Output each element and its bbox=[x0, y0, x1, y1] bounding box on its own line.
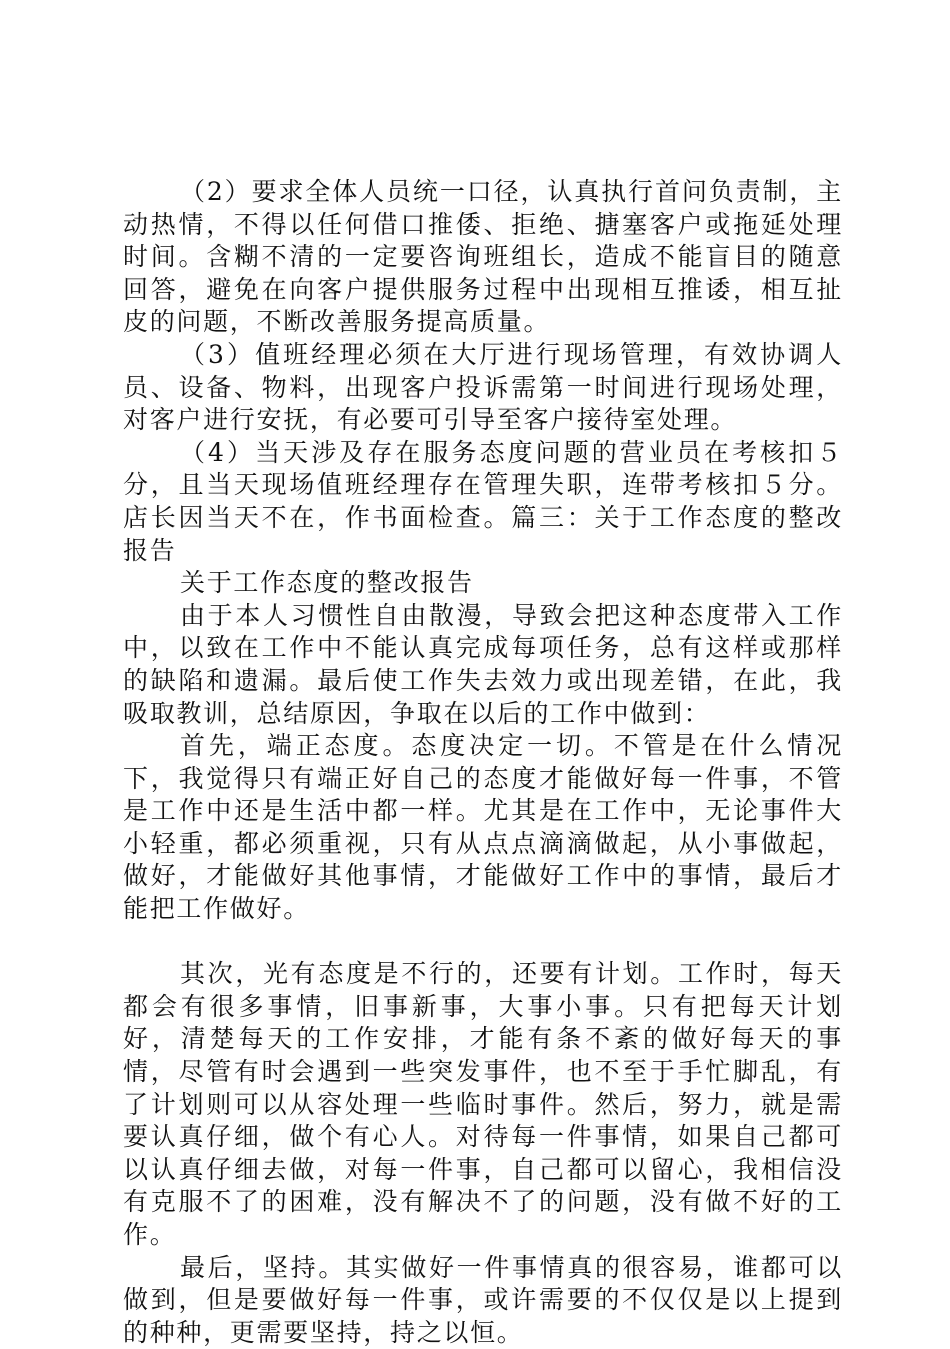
paragraph-item-2: （2）要求全体人员统一口径，认真执行首问负责制，主动热情，不得以任何借口推倭、拒绝、搪塞客户或拖延处理时间。含糊不清的一定要咨询班组长，造成不能盲目的随意回答，避免在向客户提供服务过程中出现相互推诿，相互扯皮的问题，不断改善服务提高质量。 bbox=[123, 177, 843, 337]
paragraph-intro: 由于本人习惯性自由散漫，导致会把这种态度带入工作中，以致在工作中不能认真完成每项任务，总有这样或那样的缺陷和遗漏。最后使工作失去效力或出现差错，在此，我吸取教训，总结原因，争取在以后的工作中做到： bbox=[123, 600, 843, 728]
document-body bbox=[123, 176, 843, 1349]
blank-line bbox=[123, 926, 843, 959]
paragraph-item-3: （3）值班经理必须在大厅进行现场管理，有效协调人员、设备、物料，出现客户投诉需第一时间进行现场处理，对客户进行安抚，有必要可引导至客户接待室处理。 bbox=[123, 339, 843, 435]
paragraph-second: 其次，光有态度是不行的，还要有计划。工作时，每天都会有很多事情，旧事新事，大事小事。只有把每天计划好，清楚每天的工作安排，才能有条不紊的做好每天的事情，尽管有时会遇到一些突发事件，也不至于手忙脚乱，有了计划则可以从容处理一些临时事件。然后，努力，就是需要认真仔细，做个有心人。对待每一件事情，如果自己都可以认真仔细去做，对每一件事，自己都可以留心，我相信没有克服不了的困难，没有解决不了的问题，没有做不好的工作。 bbox=[123, 959, 843, 1249]
paragraph-last: 最后，坚持。其实做好一件事情真的很容易，谁都可以做到，但是要做好每一件事，或许需要的不仅仅是以上提到的种种，更需要坚持，持之以恒。 bbox=[123, 1252, 843, 1347]
section-heading: 关于工作态度的整改报告 bbox=[180, 568, 474, 598]
paragraph-item-4: （4）当天涉及存在服务态度问题的营业员在考核扣５分，且当天现场值班经理存在管理失职，连带考核扣５分。店长因当天不在，作书面检查。篇三：关于工作态度的整改报告 bbox=[123, 437, 843, 565]
paragraph-first: 首先，端正态度。态度决定一切。不管是在什么情况下，我觉得只有端正好自己的态度才能做好每一件事，不管是工作中还是生活中都一样。尤其是在工作中，无论事件大小轻重，都必须重视，只有从点点滴滴做起，从小事做起，做好，才能做好其他事情，才能做好工作中的事情，最后才能把工作做好。 bbox=[123, 731, 843, 924]
